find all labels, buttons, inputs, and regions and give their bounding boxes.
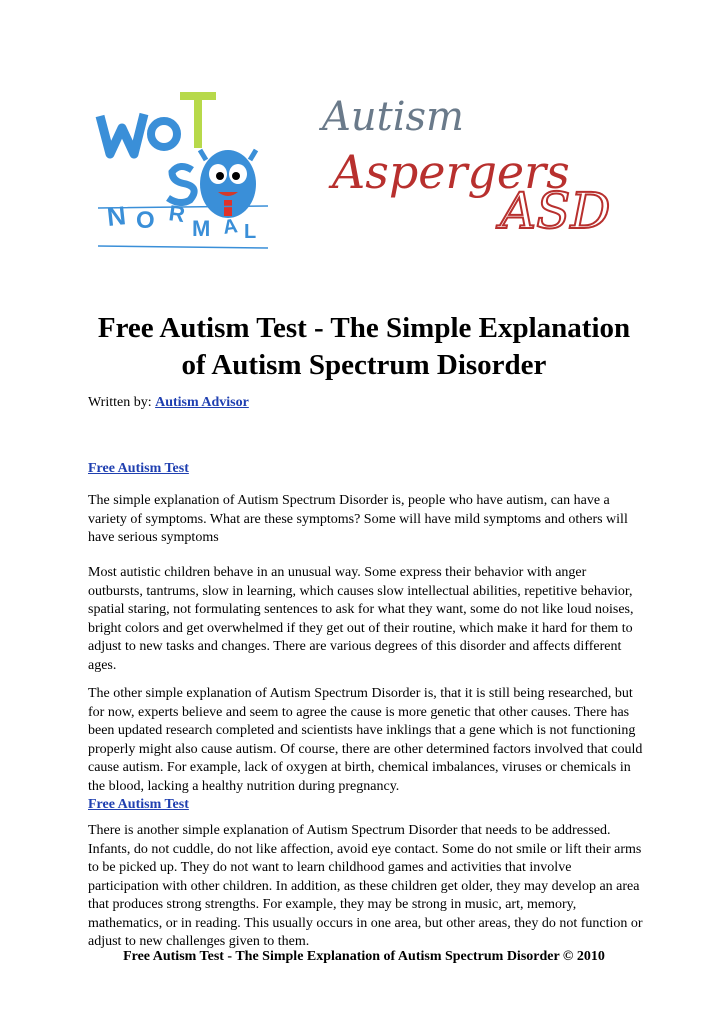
svg-text:R: R: [167, 200, 187, 228]
byline: [88, 394, 249, 412]
header-logos: [0, 0, 728, 300]
page-footer: Free Autism Test - The Simple Explanation of Autism Spectrum Disorder © 2010: [123, 949, 605, 964]
svg-text:M: M: [192, 216, 211, 241]
paragraph-1: The simple explanation of Autism Spectrum Disorder is, people who have autism, can have a variety of symptoms. What are these symptoms? Some will have mild symptoms and others will have serious symptoms: [88, 493, 628, 545]
svg-text:ASD: ASD: [500, 182, 611, 240]
written-by-label: Written by:: [88, 395, 152, 410]
free-autism-test-link[interactable]: Free Autism Test: [88, 461, 189, 476]
author-link[interactable]: Autism Advisor: [155, 395, 249, 410]
svg-text:N: N: [105, 200, 128, 232]
svg-text:Aspergers: Aspergers: [332, 145, 570, 199]
svg-text:O: O: [136, 207, 155, 234]
paragraph-4: There is another simple explanation of Autism Spectrum Disorder that needs to be addressed. Infants, do not cuddle, do not like affection, avoid eye contact. Some do not smile or lift their arms to be picked up. They do not want to learn childhood games and activities that involve participation with other children. In addition, as these children get older, they may develop an area that produces strong strengths. For example, they may be strong in music, art, memory, mathematics, or in reading. This usually occurs in one area, but other areas, they do not function or adjust to new challenges given to them.: [88, 823, 643, 949]
svg-text:Autism: Autism: [322, 94, 464, 140]
paragraph-2: Most autistic children behave in an unusual way. Some express their behavior with anger outbursts, tantrums, slow in learning, which causes slow intellectual abilities, repetitive behavior, spatial staring, not formulating sentences to ask for what they want, some do not like loud noises, bright colors and get overwhelmed if they get out of their routine, which make it hard for them to adjust to new tasks and changes. There are various degrees of this disorder and affects different ages.: [88, 565, 634, 673]
free-autism-test-inline-link[interactable]: Free Autism Test: [88, 797, 189, 812]
paragraph-3-text: The other simple explanation of Autism Spectrum Disorder is, that it is still being researched, but for now, experts believe and seem to agree the cause is more genetic that other causes. There has been updated research completed and scientists have inklings that a gene which is not functioning properly might also cause autism. Of course, there are other determined factors involved that could cause autism. For example, lack of oxygen at birth, chemical imbalances, viruses or chemicals in the blood, lacking a healthy nutrition during pregnancy.: [88, 686, 643, 794]
article-title: Free Autism Test - The Simple Explanation of Autism Spectrum Disorder: [97, 312, 631, 381]
svg-text:L: L: [244, 221, 257, 243]
wots-normal-logo: [88, 88, 274, 278]
svg-text:A: A: [221, 215, 240, 239]
autism-aspergers-asd-logo: [318, 88, 618, 240]
paragraph-3: [88, 685, 644, 815]
